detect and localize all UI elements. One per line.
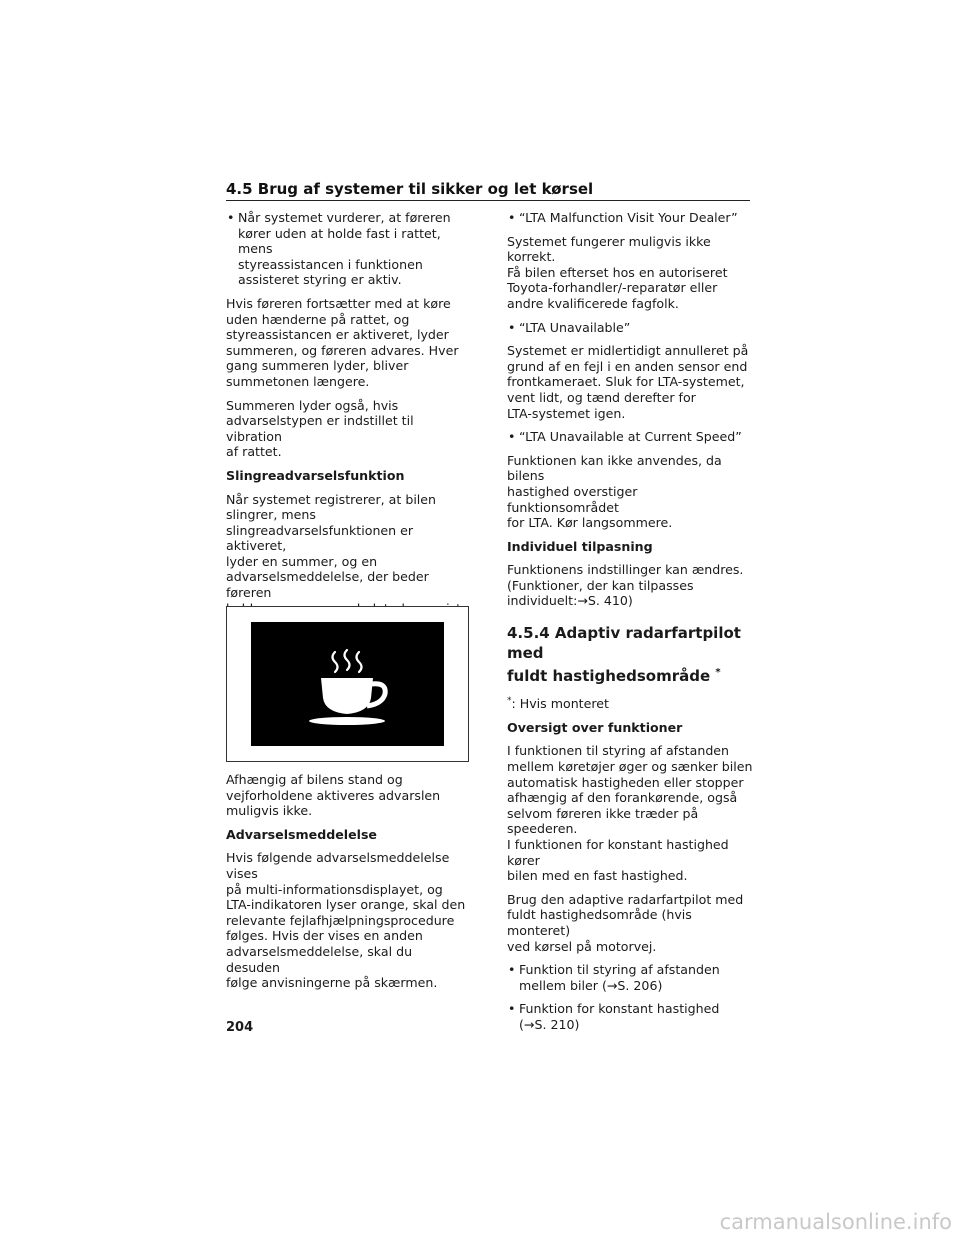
paragraph: Hvis føreren fortsætter med at køre uden hænderne på rattet, og styreassistancen er aktiveret, lyder summeren, og føreren advares. Hver gang summeren lyder, bliver summetonen længere. xyxy=(226,295,459,389)
list-item: • Funktion til styring af afstanden mellem biler (→S. 206) xyxy=(507,962,753,993)
paragraph: Summeren lyder også, hvis advarselstypen er indstillet til vibration af rattet. xyxy=(226,397,414,460)
subheading: Individuel tilpasning xyxy=(507,538,653,554)
section-header: 4.5 Brug af systemer til sikker og let kørsel xyxy=(226,180,594,198)
section-title-text: 4.5.4 Adaptiv radarfartpilot med fuldt hastighedsområde xyxy=(507,624,741,686)
paragraph: Når systemet registrerer, at bilen slingrer, mens slingreadvarselsfunktionen er aktiveret, lyder en summer, og en advarselsmeddelelse, der beder føreren xyxy=(226,491,437,601)
footnote-marker: * xyxy=(507,696,512,707)
display-screen xyxy=(251,622,444,746)
subheading: Slingreadvarselsfunktion xyxy=(226,467,405,483)
subheading: Oversigt over funktioner xyxy=(507,719,683,735)
footnote-text: : Hvis monteret xyxy=(511,696,609,712)
paragraph: Systemet fungerer muligvis ikke korrekt. Få bilen efterset hos en autoriseret Toyota-forhandler/-reparatør eller andre kvalificerede fagfolk. xyxy=(507,233,728,311)
header-divider xyxy=(226,200,750,201)
list-item: • Funktion for konstant hastighed (→S. 210) xyxy=(507,1001,753,1032)
left-column xyxy=(226,210,470,671)
list-item: • “LTA Unavailable at Current Speed” xyxy=(507,429,753,445)
page-number: 204 xyxy=(226,1020,254,1035)
paragraph: Systemet er midlertidigt annulleret på grund af en fejl i en anden sensor end frontkameraet. Sluk for LTA-systemet, vent lidt, og tænd derefter for LTA-systemet igen. xyxy=(507,343,749,421)
footnote xyxy=(507,694,753,712)
list-item: • Når systemet vurderer, at føreren kører uden at holde fast i rattet, mens styreassistancen i funktionen assisteret styring er aktiv. xyxy=(226,210,470,288)
list-item: • “LTA Unavailable” xyxy=(507,320,753,336)
paragraph: I funktionen til styring af afstanden mellem køretøjer øger og sænker bilen automatisk hastigheden eller stopper afhængig af den forankørende, også selvom føreren ikke træder på speederen. I funktionen for konstant hastighed kører bilen med en fast hastighed. xyxy=(507,743,753,884)
subheading: Advarselsmeddelelse xyxy=(226,826,377,842)
paragraph: Brug den adaptive radarfartpilot med fuldt hastighedsområde (hvis monteret) ved kørsel på motorvej. xyxy=(507,891,744,954)
paragraph: Funktionen kan ikke anvendes, da bilens hastighed overstiger funktionsområdet for LTA. Kør langsommere. xyxy=(507,452,722,531)
left-column-lower xyxy=(226,772,470,999)
watermark: carmanualsonline.info xyxy=(719,1210,952,1234)
paragraph: Hvis følgende advarselsmeddelelse vises på multi-informationsdisplayet, og LTA-indikatoren lyser orange, skal den relevante fejlafhjælpningsprocedure følges. Hvis der vises en anden advarselsmeddelelse, skal du desuden følge anvisningerne på skærmen. xyxy=(226,850,466,991)
illustration-frame xyxy=(226,606,469,762)
coffee-cup-icon xyxy=(251,622,444,746)
right-column xyxy=(507,210,753,1041)
section-title xyxy=(507,623,753,686)
list-item: • “LTA Malfunction Visit Your Dealer” xyxy=(507,210,753,226)
paragraph: Afhængig af bilens stand og vejforholdene aktiveres advarslen muligvis ikke. xyxy=(226,772,441,819)
paragraph: Funktionens indstillinger kan ændres. (Funktioner, der kan tilpasses individuelt:→S. 410) xyxy=(507,562,744,609)
footnote-marker: * xyxy=(715,667,721,679)
